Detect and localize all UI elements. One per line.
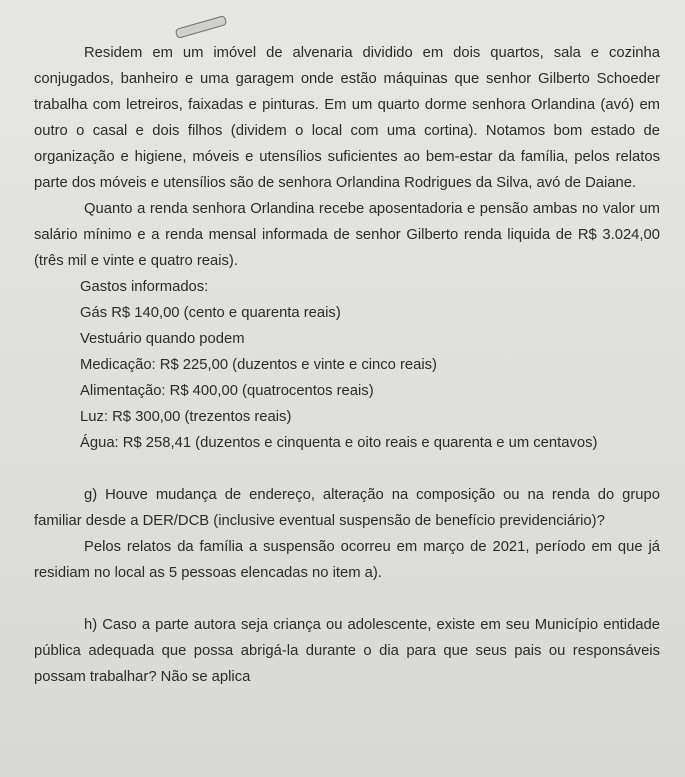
answer-g: Pelos relatos da família a suspensão ocorreu em março de 2021, período em que já residiam no local as 5 pessoas elencadas no item a). [34,539,660,581]
expense-item-clothing: Vestuário quando podem [80,331,245,347]
question-h: h) Caso a parte autora seja criança ou adolescente, existe em seu Município entidade pública adequada que possa abrigá-la durante o dia para que seus pais ou responsáveis possam trabalhar? Não se aplica [34,617,660,685]
pen-mark [175,15,228,39]
expense-item-gas: Gás R$ 140,00 (cento e quarenta reais) [80,305,341,321]
expense-item-medication: Medicação: R$ 225,00 (duzentos e vinte e cinco reais) [80,357,437,373]
expenses-heading: Gastos informados: [80,279,209,295]
document-body [34,40,660,690]
expense-item-water: Água: R$ 258,41 (duzentos e cinquenta e oito reais e quarenta e um centavos) [80,435,598,451]
expense-item-electricity: Luz: R$ 300,00 (trezentos reais) [80,409,292,425]
paragraph-housing: Residem em um imóvel de alvenaria dividido em dois quartos, sala e cozinha conjugados, banheiro e uma garagem onde estão máquinas que senhor Gilberto Schoeder trabalha com letreiros, faixadas e pinturas. Em um quarto dorme senhora Orlandina (avó) em outro o casal e dois filhos (dividem o local com uma cortina). Notamos bom estado de organização e higiene, móveis e utensílios suficientes ao bem-estar da família, pelos relatos parte dos móveis e utensílios são de senhora Orlandina Rodrigues da Silva, avó de Daiane. [34,45,660,191]
question-g: g) Houve mudança de endereço, alteração na composição ou na renda do grupo familiar desde a DER/DCB (inclusive eventual suspensão de benefício previdenciário)? [34,487,660,529]
expense-item-food: Alimentação: R$ 400,00 (quatrocentos reais) [80,383,374,399]
expenses-list [80,274,660,456]
paragraph-income: Quanto a renda senhora Orlandina recebe aposentadoria e pensão ambas no valor um salário mínimo e a renda mensal informada de senhor Gilberto renda liquida de R$ 3.024,00 (três mil e vinte e quatro reais). [34,201,660,269]
